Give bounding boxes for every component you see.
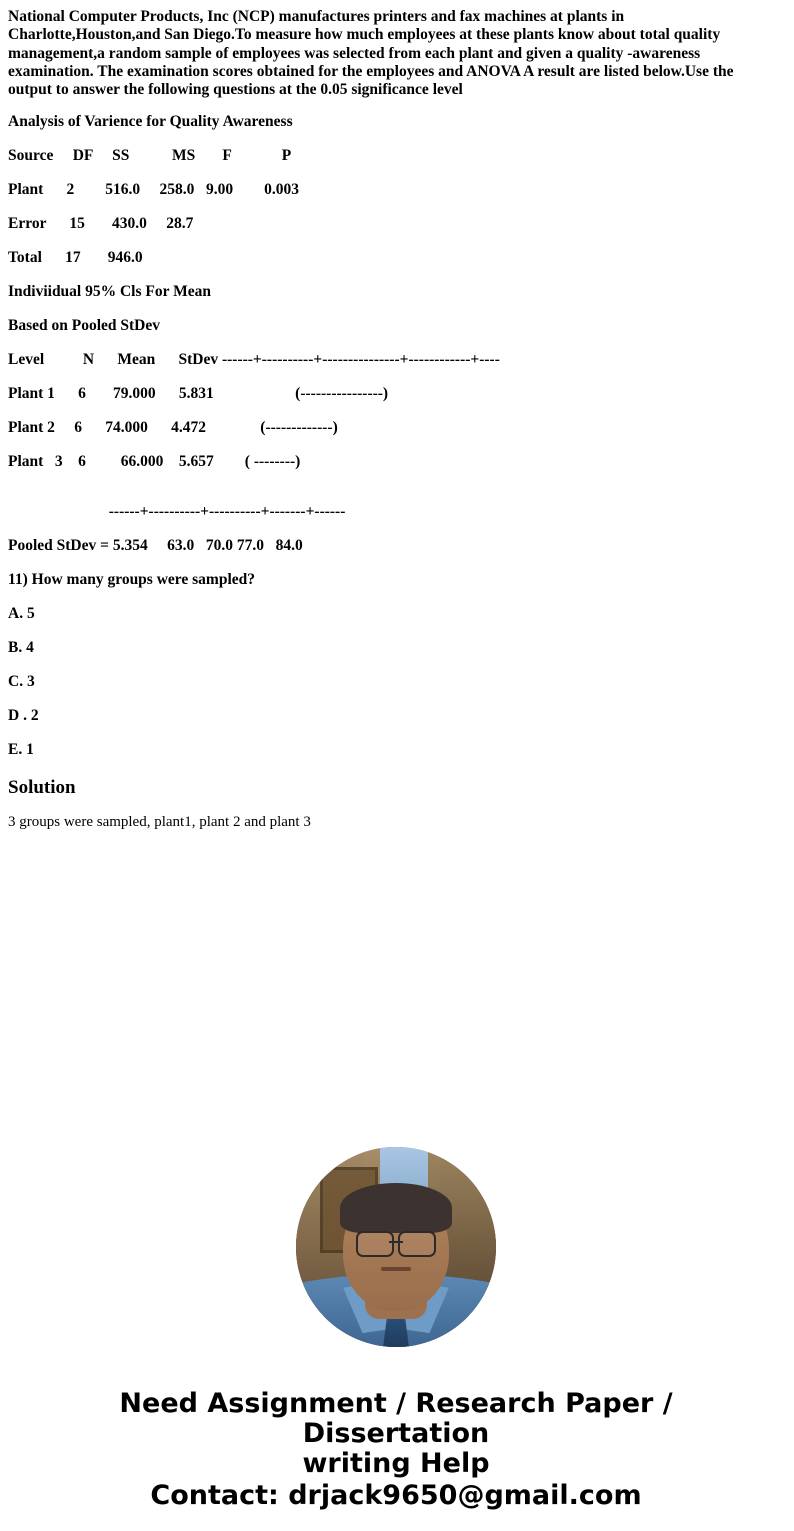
ci-gap [8, 487, 784, 503]
avatar-mouth [381, 1267, 411, 1271]
solution-text: 3 groups were sampled, plant1, plant 2 and plant 3 [8, 814, 311, 831]
footer-line-1: Need Assignment / Research Paper / Dissertation [119, 1388, 673, 1450]
option-b: B. 4 [8, 639, 34, 657]
footer-line-2: writing Help [302, 1448, 490, 1480]
solution-heading: Solution [8, 777, 76, 799]
vertical-spacer [8, 847, 784, 1147]
anova-row-total: Total 17 946.0 [8, 249, 143, 267]
avatar-container [8, 1147, 784, 1347]
ci-table-header: Level N Mean StDev ------+----------+---------------+------------+---- [8, 351, 500, 369]
pooled-stdev-line: Pooled StDev = 5.354 63.0 70.0 77.0 84.0 [8, 537, 303, 555]
option-d: D . 2 [8, 707, 39, 725]
anova-table-header: Source DF SS MS F P [8, 147, 292, 165]
ci-axis-line: ------+----------+----------+-------+------ [8, 503, 346, 521]
ci-title: Indiviidual 95% Cls For Mean [8, 283, 211, 301]
ci-row-plant3: Plant 3 6 66.000 5.657 ( --------) [8, 453, 301, 471]
ci-row-plant1: Plant 1 6 79.000 5.831 (----------------) [8, 385, 389, 403]
avatar-glasses-left [356, 1231, 394, 1257]
avatar-hair [340, 1183, 452, 1233]
avatar [296, 1147, 496, 1347]
anova-row-plant: Plant 2 516.0 258.0 9.00 0.003 [8, 181, 300, 199]
intro-paragraph: National Computer Products, Inc (NCP) manufactures printers and fax machines at plants in Charlotte,Houston,and San Diego.To measure how much employees at these plants know about total quality management,a random sample of employees was selected from each plant and given a quality -awareness examination. The examination scores obtained for the employees and ANOVA A result are listed below.Use the output to answer the following questions at the 0.05 significance level [8, 8, 734, 99]
avatar-glasses-right [398, 1231, 436, 1257]
avatar-glasses-bridge [389, 1241, 403, 1243]
anova-title: Analysis of Varience for Quality Awareness [8, 113, 293, 131]
anova-row-error: Error 15 430.0 28.7 [8, 215, 194, 233]
question-text: 11) How many groups were sampled? [8, 571, 256, 589]
option-e: E. 1 [8, 741, 34, 759]
footer-line-3: Contact: drjack9650@gmail.com [150, 1480, 642, 1512]
option-a: A. 5 [8, 605, 35, 623]
footer-contact [8, 1389, 784, 1531]
ci-row-plant2: Plant 2 6 74.000 4.472 (-------------) [8, 419, 338, 437]
ci-subtitle: Based on Pooled StDev [8, 317, 160, 335]
option-c: C. 3 [8, 673, 35, 691]
